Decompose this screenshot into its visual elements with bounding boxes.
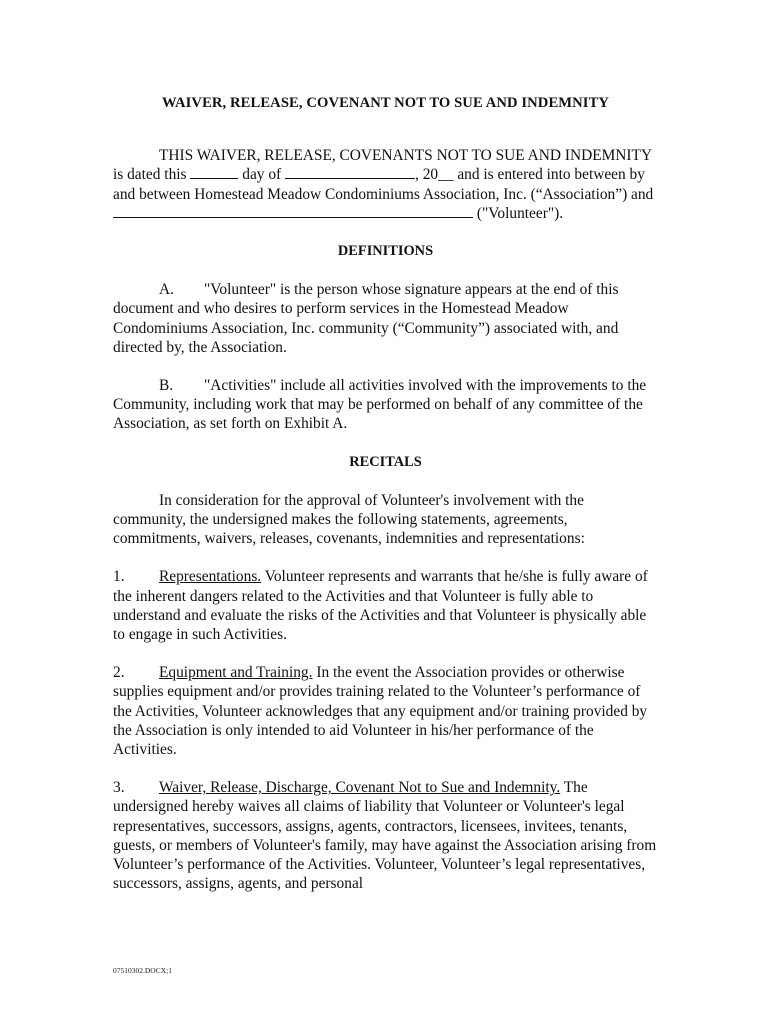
recital-title: Waiver, Release, Discharge, Covenant Not to Sue and Indemnity. — [159, 779, 561, 797]
volunteer-name-blank — [113, 204, 473, 218]
recital-title: Representations. — [159, 568, 262, 586]
recitals-heading: RECITALS — [349, 453, 422, 470]
recital-number: 3. — [113, 779, 125, 797]
document-title: WAIVER, RELEASE, COVENANT NOT TO SUE AND INDEMNITY — [161, 95, 610, 111]
document-footer-id: 07510302.DOCX;1 — [113, 966, 172, 975]
intro-text-1: THIS WAIVER, RELEASE, COVENANTS NOT TO SUE AND INDEMNITY is dated this — [113, 147, 652, 184]
intro-text-4: ("Volunteer"). — [476, 204, 564, 222]
definition-b — [113, 376, 658, 434]
document-body — [113, 92, 658, 894]
recital-text: The undersigned hereby waives all claims of liability that Volunteer or Volunteer's legal representatives, successors, assigns, agents, contractors, licensees, invitees, tenants, guests, or members of Volunteer's family, may have against the Association arising from Volunteer’s performance of the Activities. Volunteer, Volunteer’s legal representatives, successors, assigns, agents, and personal — [113, 779, 657, 893]
recital-text: In the event the Association provides or otherwise supplies equipment and/or provides training related to the Volunteer’s performance of the Activities, Volunteer acknowledges that any equipment and/or training provided by the Association is only intended to aid Volunteer in his/her performance of the Activities. — [113, 664, 648, 759]
recital-number: 1. — [113, 568, 125, 586]
day-blank — [190, 165, 238, 179]
recital-number: 2. — [113, 664, 125, 682]
month-blank — [285, 165, 415, 179]
definition-a-label: A. — [159, 281, 174, 299]
definition-b-text: "Activities" include all activities involved with the improvements to the Community, including work that may be performed on behalf of any committee of the Association, as set forth on Exhibit A. — [113, 377, 647, 433]
intro-text-2: day of — [242, 166, 282, 184]
definition-b-label: B. — [159, 377, 174, 395]
recital-text: Volunteer represents and warrants that he/she is fully aware of the inherent dangers related to the Activities and that Volunteer is fully able to understand and evaluate the risks of the Activities and that Volunteer is physically able to engage in such Activities. — [113, 568, 648, 644]
recital-item — [113, 778, 658, 893]
intro-text-3: , 20__ and is entered into between by and between Homestead Meadow Condominiums Association, Inc. (“Association”) and — [113, 166, 654, 203]
definition-a-text: "Volunteer" is the person whose signature appears at the end of this document and who desires to perform services in the Homestead Meadow Condominiums Association, Inc. community (“Community”) associated with, and directed by, the Association. — [113, 281, 619, 356]
intro-paragraph — [113, 146, 658, 223]
recitals-intro: In consideration for the approval of Volunteer's involvement with the community, the undersigned makes the following statements, agreements, commitments, waivers, releases, covenants, indemnities and representations: — [113, 491, 585, 548]
definitions-heading: DEFINITIONS — [337, 243, 434, 260]
recital-title: Equipment and Training. — [159, 664, 313, 682]
definition-a — [113, 280, 658, 357]
recital-item — [113, 567, 658, 644]
recital-item — [113, 663, 658, 759]
